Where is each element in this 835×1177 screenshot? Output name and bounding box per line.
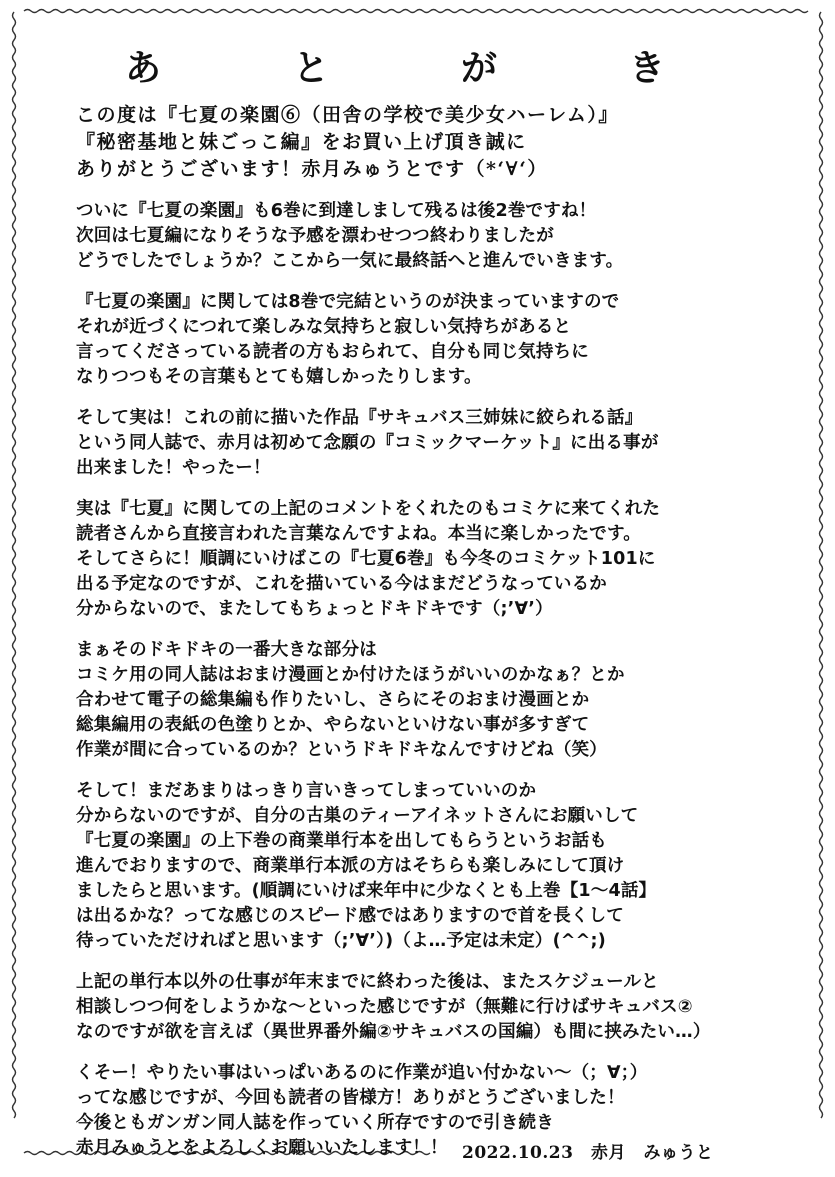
paragraph [76,199,776,274]
text-line: という同人誌で、赤月は初めて念願の『コミックマーケット』に出る事が [76,433,659,453]
text-line: 『秘密基地と妹ごっこ編』をお買い上げ頂き誠に [76,131,527,153]
title-char: が [460,46,497,89]
text-line: 『七夏の楽園』に関しては8巻で完結というのが決まっていますので [76,292,620,312]
title-char: あ [125,46,162,89]
page-title [95,40,695,90]
text-line: 総集編用の表紙の色塗りとか、やらないといけない事が多すぎて [76,715,590,735]
text-line: ってな感じですが、今回も読者の皆様方！ありがとうございました！ [76,1088,625,1108]
title-char: と [292,46,329,89]
paragraph [76,970,776,1045]
text-line: 次回は七夏編になりそうな予感を漂わせつつ終わりましたが [76,226,554,246]
text-line: どうでしたでしょうか？ここから一気に最終話へと進んでいきます。 [76,251,624,271]
text-line: 今後ともガンガン同人誌を作っていく所存ですので引き続き [76,1113,554,1133]
text-line: コミケ用の同人誌はおまけ漫画とか付けたほうがいいのかなぁ？とか [76,665,625,685]
text-line: 相談しつつ何をしようかな～といった感じですが（無難に行けばサキュバス② [76,997,693,1017]
border-wave [13,12,16,1118]
text-line: それが近づくにつれて楽しみな気持ちと寂しい気持ちがあると [76,317,572,337]
text-line: まぁそのドキドキの一番大きな部分は [76,640,377,660]
text-line: なのですが欲を言えば（異世界番外編②サキュバスの国編）も間に挟みたい…） [76,1022,711,1042]
text-line: は出るかな？ってな感じのスピード感ではありますので首を長くして [76,906,624,926]
text-line: 『七夏の楽園』の上下巻の商業単行本を出してもらうというお話も [76,831,607,851]
title-char: き [628,46,665,89]
text-line: 分からないので、またしてもちょっとドキドキです（;’∀’） [76,599,553,619]
text-line: なりつつもその言葉もとても嬉しかったりします。 [76,367,482,387]
text-line: ありがとうございます！赤月みゅうとです（*‘∀‘） [76,158,548,180]
paragraph [76,102,776,183]
text-line: この度は『七夏の楽園⑥（田舎の学校で美少女ハーレム）』 [76,104,619,126]
text-line: 出来ました！やったー！ [76,458,271,478]
text-line: 合わせて電子の総集編も作りたいし、さらにそのおまけ漫画とか [76,690,590,710]
text-line: 上記の単行本以外の仕事が年末までに終わった後は、またスケジュールと [76,972,659,992]
text-line: 出る予定なのですが、これを描いている今はまだどうなっているか [76,574,607,594]
text-line: そしてさらに！順調にいけばこの『七夏6巻』も今冬のコミケット101に [76,549,656,569]
border-wave [24,10,808,13]
text-line: 待っていただければと思います（;’∀’）)（よ…予定は未定）(^^;) [76,931,606,951]
text-line: くそー！やりたい事はいっぱいあるのに作業が追い付かない～（；∀；） [76,1063,648,1083]
text-line: 作業が間に合っているのか？というドキドキなんですけどね（笑） [76,740,607,760]
paragraph [76,406,776,481]
paragraph [76,290,776,390]
text-line: 赤月みゅうとをよろしくお願いいたします！！ [76,1138,448,1158]
text-line: 言ってくださっている読者の方もおられて、自分も同じ気持ちに [76,342,589,362]
paragraph [76,638,776,763]
text-line: ついに『七夏の楽園』も6巻に到達しまして残るは後2巻ですね！ [76,201,597,221]
text-line: 読者さんから直接言われた言葉なんですよね。本当に楽しかったです。 [76,524,641,544]
signature-date: 2022.10.23 赤月 みゅうと [462,1143,714,1163]
border-wave [820,12,823,1118]
afterword-body [76,102,776,1177]
text-line: 分からないのですが、自分の古巣のティーアイネットさんにお願いして [76,806,639,826]
text-line: そして！まだあまりはっきり言いきってしまっていいのか [76,781,537,801]
paragraph [76,779,776,954]
text-line: 進んでおりますので、商業単行本派の方はそちらも楽しみにして頂け [76,856,625,876]
text-line: 実は『七夏』に関しての上記のコメントをくれたのもコミケに来てくれた [76,499,661,519]
paragraph [76,497,776,622]
text-line: そして実は！これの前に描いた作品『サキュバス三姉妹に絞られる話』 [76,408,643,428]
text-line: ましたらと思います。(順調にいけば来年中に少なくとも上巻【1～4話】 [76,881,657,901]
